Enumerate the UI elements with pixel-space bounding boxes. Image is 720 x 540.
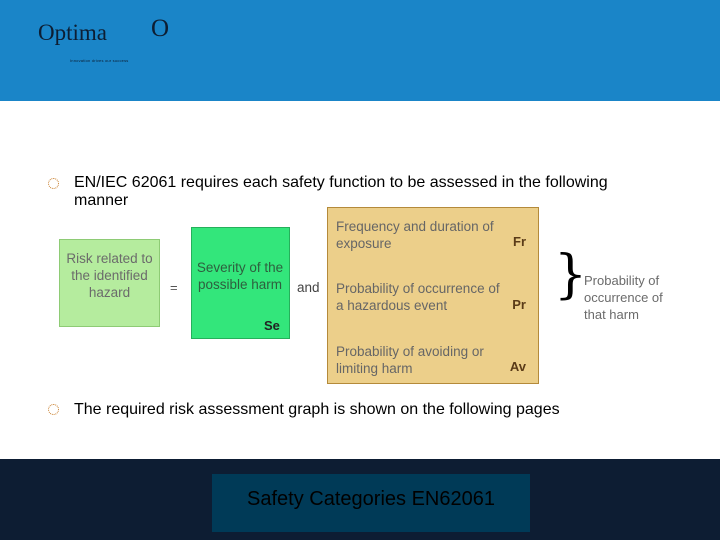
- probability-of-harm-label: Probability of occurrence of that harm: [584, 273, 663, 322]
- equals-sign: =: [170, 280, 178, 295]
- risk-label: Risk related to the identified hazard: [66, 251, 153, 300]
- factor-probability-code: Pr: [512, 297, 526, 312]
- bullet-text-requirement: EN/IEC 62061 requires each safety function to be assessed in the following manner: [74, 174, 608, 209]
- severity-code: Se: [264, 318, 280, 333]
- severity-label: Severity of the possible harm: [196, 260, 284, 292]
- bullet-icon: [48, 178, 59, 189]
- factor-frequency-code: Fr: [513, 234, 526, 249]
- company-logo: Optima: [38, 20, 107, 45]
- severity-box: [191, 227, 290, 339]
- factor-frequency-label: Frequency and duration of exposure: [336, 219, 494, 251]
- factors-box: [327, 207, 539, 384]
- header-banner: [0, 0, 720, 101]
- risk-box: [59, 239, 160, 327]
- company-tagline: Innovation drives our success: [70, 58, 129, 63]
- bullet-icon: [48, 404, 59, 415]
- footer-title-box: [212, 474, 530, 532]
- factor-probability-label: Probability of occurrence of a hazardous event: [336, 281, 500, 313]
- footer-title: Safety Categories EN62061: [247, 488, 495, 510]
- and-label: and: [297, 280, 320, 295]
- curly-brace-icon: }: [554, 245, 588, 305]
- factor-avoidance-label: Probability of avoiding or limiting harm: [336, 344, 484, 376]
- factor-avoidance-code: Av: [509, 359, 526, 374]
- bullet-text-graph: The required risk assessment graph is shown on the following pages: [74, 401, 560, 418]
- logo-mark-icon: O: [151, 15, 170, 42]
